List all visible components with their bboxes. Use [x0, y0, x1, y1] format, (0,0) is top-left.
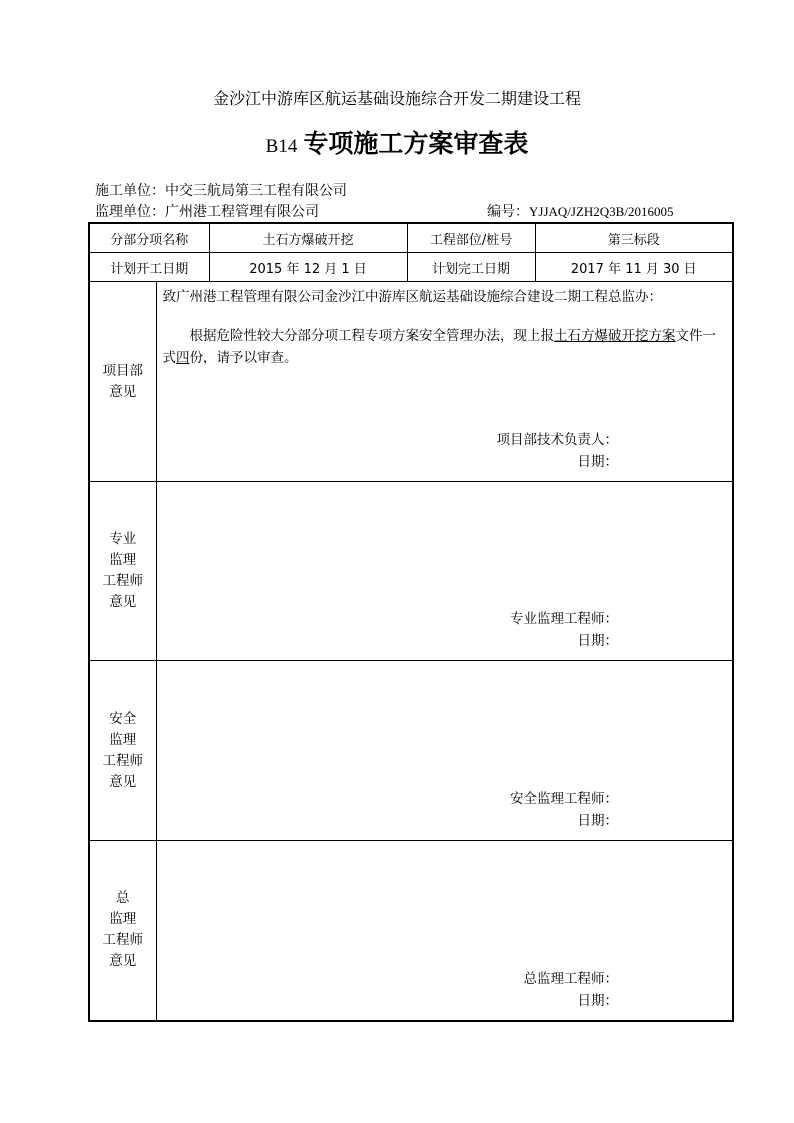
safety-section-row	[89, 661, 733, 841]
contractor-label: 施工单位：	[95, 183, 165, 199]
project-date: 日期：	[577, 454, 619, 470]
contractor-line	[95, 180, 347, 200]
document-number: YJJAQ/JZH2Q3B/2016005	[529, 204, 674, 219]
chief-signer: 总监理工程师：	[523, 971, 619, 987]
end-date-value: 2017 年 11 月 30 日	[535, 253, 733, 282]
specialty-section-body	[156, 482, 733, 661]
info-row-1	[89, 223, 733, 253]
specialty-section-row	[89, 482, 733, 661]
safety-section-label: 安全 监理 工程师 意见	[89, 661, 156, 841]
safety-signer: 安全监理工程师：	[510, 791, 619, 807]
location-value: 第三标段	[535, 223, 733, 253]
form-title: 专项施工方案审查表	[303, 129, 529, 158]
number-line	[487, 201, 673, 221]
review-form-table	[88, 222, 734, 1022]
supervisor-label: 监理单位：	[95, 204, 165, 220]
supervisor-name: 广州港工程管理有限公司	[165, 204, 319, 220]
form-code: B14	[265, 136, 298, 157]
start-date-label: 计划开工日期	[89, 253, 209, 282]
location-label: 工程部位/桩号	[407, 223, 535, 253]
form-title-block	[0, 124, 794, 160]
specialty-date: 日期：	[577, 633, 619, 649]
specialty-section-label: 专业 监理 工程师 意见	[89, 482, 156, 661]
subitem-value: 土石方爆破开挖	[209, 223, 407, 253]
submission-text: 根据危险性较大分部分项工程专项方案安全管理办法，现上报土石方爆破开挖方案文件一式四份，请予以审查。	[162, 328, 716, 366]
number-label: 编号：	[487, 204, 529, 220]
chief-section-body	[156, 841, 733, 1021]
safety-date: 日期：	[577, 813, 619, 829]
project-section-row	[89, 282, 733, 482]
addressee: 致广州港工程管理有限公司金沙江中游库区航运基础设施综合建设二期工程总监办：	[162, 289, 662, 305]
project-signer: 项目部技术负责人：	[496, 432, 619, 448]
chief-date: 日期：	[577, 993, 619, 1009]
copies-count: 四	[176, 350, 190, 366]
end-date-label: 计划完工日期	[407, 253, 535, 282]
start-date-value: 2015 年 12 月 1 日	[209, 253, 407, 282]
info-row-2	[89, 253, 733, 282]
specialty-signer: 专业监理工程师：	[510, 611, 619, 627]
project-title: 金沙江中游库区航运基础设施综合开发二期建设工程	[212, 89, 581, 108]
safety-section-body	[156, 661, 733, 841]
supervisor-line	[95, 201, 319, 221]
subitem-label: 分部分项名称	[89, 223, 209, 253]
chief-section-label: 总 监理 工程师 意见	[89, 841, 156, 1021]
chief-section-row	[89, 841, 733, 1021]
project-section-body	[156, 282, 733, 482]
project-section-label: 项目部 意见	[89, 282, 156, 482]
plan-name: 土石方爆破开挖方案	[554, 328, 676, 344]
contractor-name: 中交三航局第三工程有限公司	[165, 183, 347, 199]
